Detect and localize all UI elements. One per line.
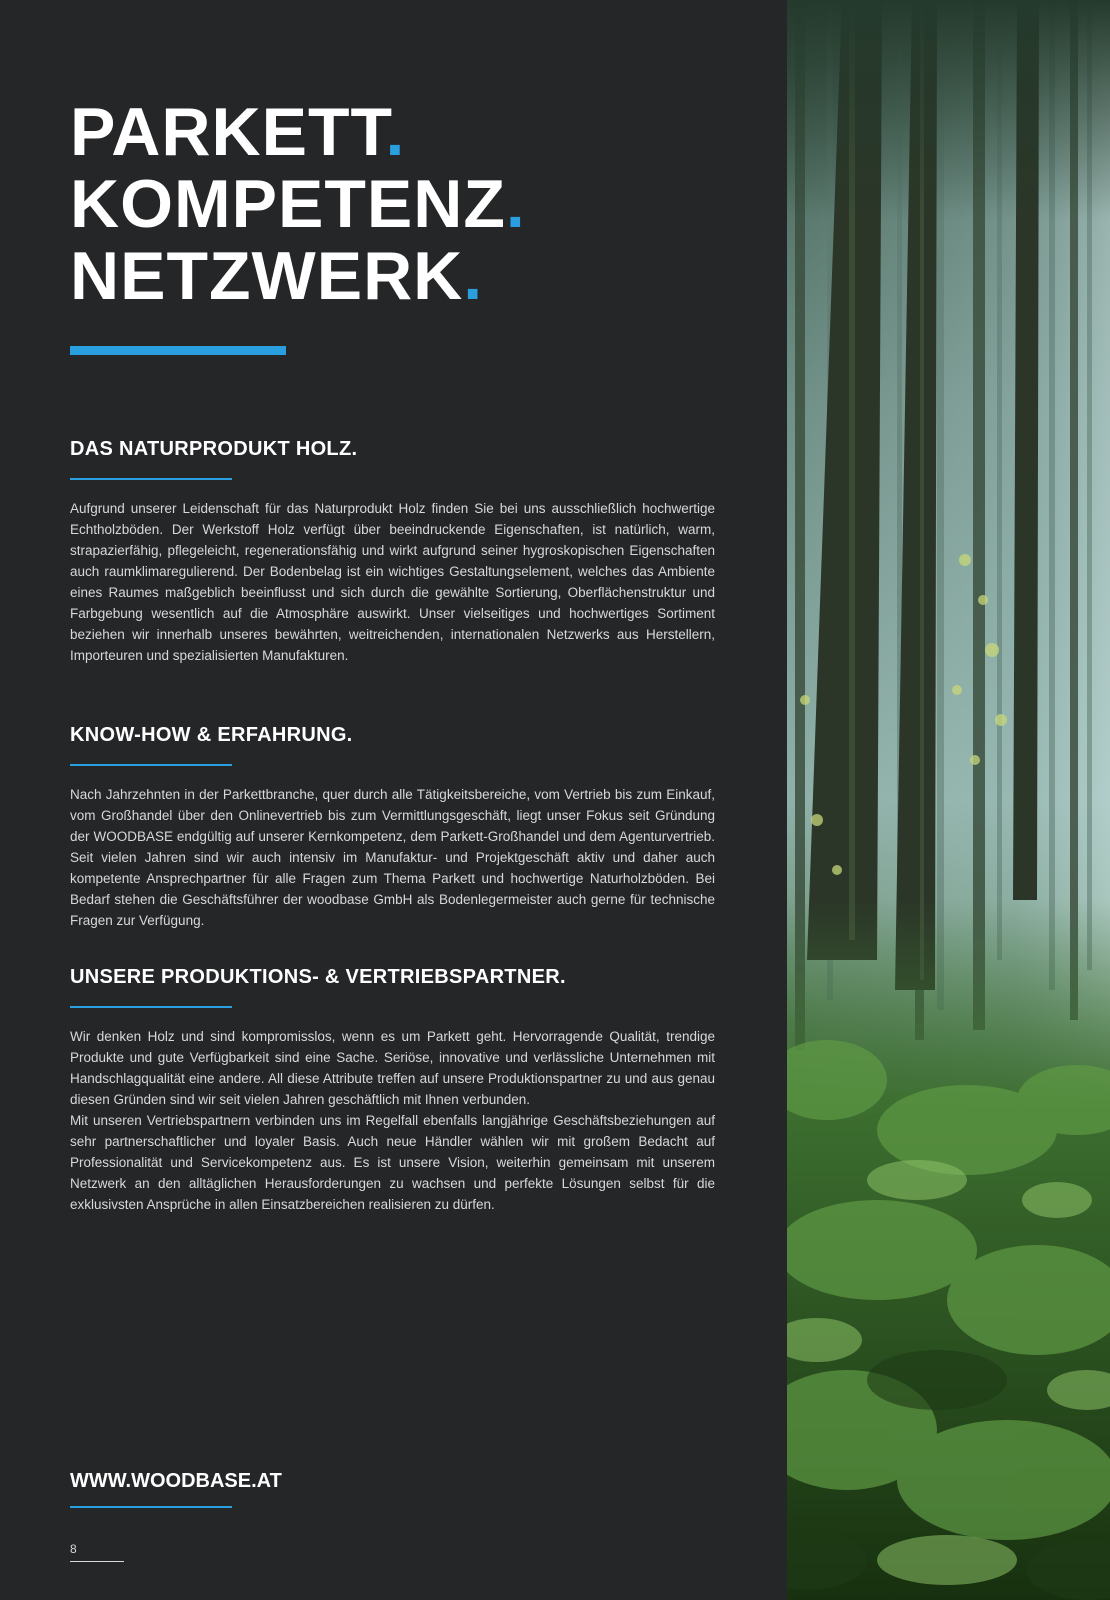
section-paragraph: Mit unseren Vertriebspartnern verbinden uns im Regelfall ebenfalls langjährige Geschäftsbeziehungen auf sehr partnerschaftlicher und loyaler Basis. Auch neue Händler wählen wir mit großem Bedacht auf Professionalität und Servicekompetenz aus. Es ist unsere Vision, weiterhin gemeinsam mit unserem Netzwerk an den alltäglichen Herausforderungen zu wachsen und perfekte Lösungen selbst für die exklusivsten Ansprüche in allen Einsatzbereichen realisieren zu dürfen.: [70, 1113, 715, 1212]
page-number: 8: [70, 1542, 77, 1556]
headline-dot: .: [463, 238, 484, 314]
website-url[interactable]: WWW.WOODBASE.AT: [70, 1470, 282, 1492]
section-divider: [70, 478, 232, 480]
headline-line-3: NETZWERK.: [70, 238, 484, 314]
headline-dot: .: [505, 166, 526, 242]
section-heading: UNSERE PRODUKTIONS- & VERTRIEBSPARTNER.: [70, 966, 566, 988]
url-divider: [70, 1506, 232, 1508]
section-naturprodukt: [70, 438, 715, 666]
section-divider: [70, 1006, 232, 1008]
headline-accent-bar: [70, 346, 286, 355]
section-heading: KNOW-HOW & ERFAHRUNG.: [70, 724, 353, 746]
headline-line-2: KOMPETENZ.: [70, 166, 526, 242]
section-paragraph: Aufgrund unserer Leidenschaft für das Naturprodukt Holz finden Sie bei uns ausschließlich hochwertige Echtholzböden. Der Werkstoff Holz verfügt über beeindruckende Eigenschaften, ist natürlich, warm, strapazierfähig, pflegeleicht, regenerationsfähig und wirkt aufgrund seiner hygroskopischen Eigenschaften auch raumklimaregulierend. Der Bodenbelag ist ein wichtiges Gestaltungselement, welches das Ambiente eines Raumes maßgeblich beeinflusst und sich durch die gewählte Sortierung, Oberflächenstruktur und Farbgebung wesentlich auf die Atmosphäre auswirkt. Unser vielseitiges und hochwertiges Sortiment beziehen wir innerhalb unseres bewährten, weitreichenden, internationalen Netzwerks aus Herstellern, Importeuren und spezialisierten Manufakturen.: [70, 501, 715, 663]
forest-image: [787, 0, 1110, 1600]
section-paragraph: Wir denken Holz und sind kompromisslos, wenn es um Parkett geht. Hervorragende Qualität, trendige Produkte und gute Verfügbarkeit sind eine Sache. Seriöse, innovative und verlässliche Unternehmen mit Handschlagqualität eine andere. All diese Attribute treffen auf unsere Produktionspartner zu und aus genau diesen Gründen sind wir seit vielen Jahren geschäftlich mit Ihnen verbunden.: [70, 1029, 715, 1107]
headline: [70, 96, 526, 312]
section-partner: [70, 966, 715, 1215]
section-divider: [70, 764, 232, 766]
headline-dot: .: [385, 94, 406, 170]
page-number-rule: [70, 1561, 124, 1562]
headline-line-1: PARKETT.: [70, 94, 406, 170]
section-heading: DAS NATURPRODUKT HOLZ.: [70, 438, 358, 460]
forest-photo: [787, 0, 1110, 1600]
section-paragraph: Nach Jahrzehnten in der Parkettbranche, quer durch alle Tätigkeitsbereiche, vom Vertrieb bis zum Einkauf, vom Großhandel über den Onlinevertrieb bis zum Vermittlungsgeschäft, liegt unser Fokus seit Gründung der WOODBASE endgültig auf unserer Kernkompetenz, dem Parkett-Großhandel und dem Agenturvertrieb. Seit vielen Jahren sind wir auch intensiv im Manufaktur- und Projektgeschäft aktiv und daher auch kompetente Ansprechpartner für alle Fragen zum Thema Parkett und hochwertige Naturholzböden. Bei Bedarf stehen die Geschäftsführer der woodbase GmbH als Bodenlegermeister auch gerne für technische Fragen zur Verfügung.: [70, 787, 715, 928]
section-know-how: [70, 724, 715, 931]
